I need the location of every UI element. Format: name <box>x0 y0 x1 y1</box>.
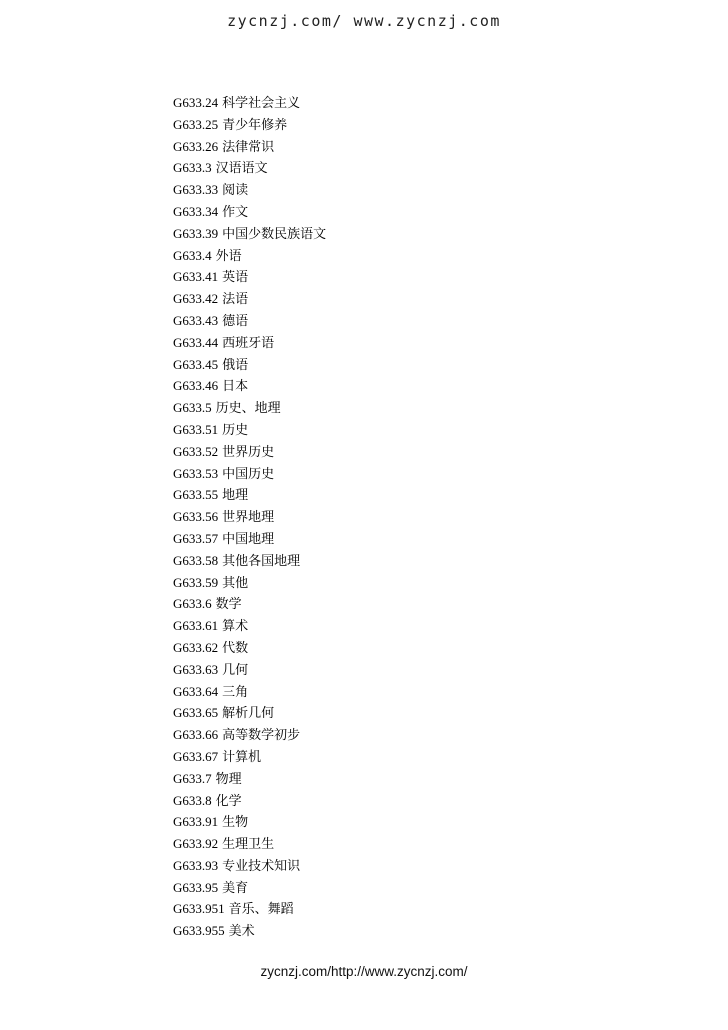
classification-code: G633.4 <box>173 247 212 263</box>
classification-code: G633.64 <box>173 683 219 699</box>
classification-code: G633.951 <box>173 901 225 917</box>
list-item <box>173 136 326 158</box>
list-item <box>173 201 326 223</box>
classification-code: G633.66 <box>173 727 219 743</box>
list-item <box>173 572 326 594</box>
classification-label: 化学 <box>215 792 242 808</box>
list-item <box>173 288 326 310</box>
list-item <box>173 615 326 637</box>
classification-label: 青少年修养 <box>222 116 288 132</box>
classification-label: 作文 <box>222 203 249 219</box>
classification-label: 数学 <box>215 596 242 612</box>
list-item <box>173 463 326 485</box>
classification-label: 物理 <box>215 770 242 786</box>
classification-label: 法律常识 <box>222 138 275 154</box>
classification-code: G633.61 <box>173 618 219 634</box>
list-item <box>173 593 326 615</box>
classification-label: 世界历史 <box>222 443 275 459</box>
classification-label: 英语 <box>222 269 249 285</box>
classification-code: G633.41 <box>173 269 219 285</box>
classification-code: G633.65 <box>173 705 219 721</box>
classification-code: G633.63 <box>173 661 219 677</box>
list-item <box>173 833 326 855</box>
classification-code: G633.33 <box>173 182 219 198</box>
classification-code: G633.25 <box>173 116 219 132</box>
list-item <box>173 790 326 812</box>
classification-label: 世界地理 <box>222 509 275 525</box>
classification-code: G633.45 <box>173 356 219 372</box>
classification-label: 中国地理 <box>222 530 275 546</box>
list-item <box>173 419 326 441</box>
classification-code: G633.55 <box>173 487 219 503</box>
list-item <box>173 332 326 354</box>
classification-code: G633.59 <box>173 574 219 590</box>
classification-label: 其他各国地理 <box>222 552 301 568</box>
list-item <box>173 920 326 942</box>
classification-code: G633.95 <box>173 879 219 895</box>
classification-label: 地理 <box>222 487 249 503</box>
list-item <box>173 92 326 114</box>
classification-label: 三角 <box>222 683 249 699</box>
list-item <box>173 724 326 746</box>
classification-code: G633.92 <box>173 836 219 852</box>
classification-code: G633.6 <box>173 596 212 612</box>
classification-code: G633.53 <box>173 465 219 481</box>
list-item <box>173 114 326 136</box>
classification-list <box>173 92 326 942</box>
classification-code: G633.42 <box>173 291 219 307</box>
classification-label: 代数 <box>222 639 249 655</box>
classification-code: G633.43 <box>173 312 219 328</box>
classification-label: 计算机 <box>222 748 262 764</box>
classification-code: G633.26 <box>173 138 219 154</box>
classification-code: G633.58 <box>173 552 219 568</box>
classification-code: G633.955 <box>173 923 225 939</box>
list-item <box>173 898 326 920</box>
page-header: zycnzj.com/ www.zycnzj.com <box>227 12 501 30</box>
list-item <box>173 223 326 245</box>
classification-code: G633.56 <box>173 509 219 525</box>
classification-label: 解析几何 <box>222 705 275 721</box>
classification-code: G633.3 <box>173 160 212 176</box>
classification-code: G633.57 <box>173 530 219 546</box>
classification-code: G633.91 <box>173 814 219 830</box>
classification-code: G633.62 <box>173 639 219 655</box>
classification-label: 法语 <box>222 291 249 307</box>
classification-label: 高等数学初步 <box>222 727 301 743</box>
classification-code: G633.5 <box>173 400 212 416</box>
classification-label: 其他 <box>222 574 249 590</box>
list-item <box>173 375 326 397</box>
classification-code: G633.24 <box>173 95 219 110</box>
classification-code: G633.7 <box>173 770 212 786</box>
classification-code: G633.46 <box>173 378 219 394</box>
list-item <box>173 637 326 659</box>
list-item <box>173 855 326 877</box>
list-item <box>173 484 326 506</box>
list-item <box>173 659 326 681</box>
classification-label: 外语 <box>215 247 242 263</box>
classification-code: G633.67 <box>173 748 219 764</box>
classification-code: G633.8 <box>173 792 212 808</box>
list-item <box>173 397 326 419</box>
classification-label: 生理卫生 <box>222 836 275 852</box>
classification-label: 西班牙语 <box>222 334 275 350</box>
classification-label: 专业技术知识 <box>222 857 301 873</box>
list-item <box>173 157 326 179</box>
classification-code: G633.39 <box>173 225 219 241</box>
list-item <box>173 310 326 332</box>
classification-code: G633.93 <box>173 857 219 873</box>
classification-label: 汉语语文 <box>215 160 268 176</box>
list-item <box>173 506 326 528</box>
classification-label: 几何 <box>222 661 249 677</box>
list-item <box>173 179 326 201</box>
list-item <box>173 877 326 899</box>
classification-label: 美术 <box>228 923 255 939</box>
classification-label: 音乐、舞蹈 <box>228 901 294 917</box>
classification-label: 俄语 <box>222 356 249 372</box>
list-item <box>173 746 326 768</box>
classification-label: 算术 <box>222 618 249 634</box>
classification-label: 生物 <box>222 814 249 830</box>
classification-label: 历史 <box>222 421 249 437</box>
list-item <box>173 441 326 463</box>
classification-label: 中国少数民族语文 <box>222 225 327 241</box>
list-item <box>173 550 326 572</box>
list-item <box>173 354 326 376</box>
classification-label: 科学社会主义 <box>222 95 301 110</box>
classification-label: 日本 <box>222 378 249 394</box>
list-item <box>173 266 326 288</box>
page-footer: zycnzj.com/http://www.zycnzj.com/ <box>260 964 468 979</box>
list-item <box>173 528 326 550</box>
classification-code: G633.52 <box>173 443 219 459</box>
classification-label: 美育 <box>222 879 249 895</box>
list-item <box>173 811 326 833</box>
list-item <box>173 245 326 267</box>
list-item <box>173 768 326 790</box>
list-item <box>173 681 326 703</box>
classification-code: G633.44 <box>173 334 219 350</box>
list-item <box>173 702 326 724</box>
classification-label: 历史、地理 <box>215 400 281 416</box>
classification-label: 阅读 <box>222 182 249 198</box>
classification-code: G633.34 <box>173 203 219 219</box>
classification-label: 中国历史 <box>222 465 275 481</box>
classification-code: G633.51 <box>173 421 219 437</box>
classification-label: 德语 <box>222 312 249 328</box>
